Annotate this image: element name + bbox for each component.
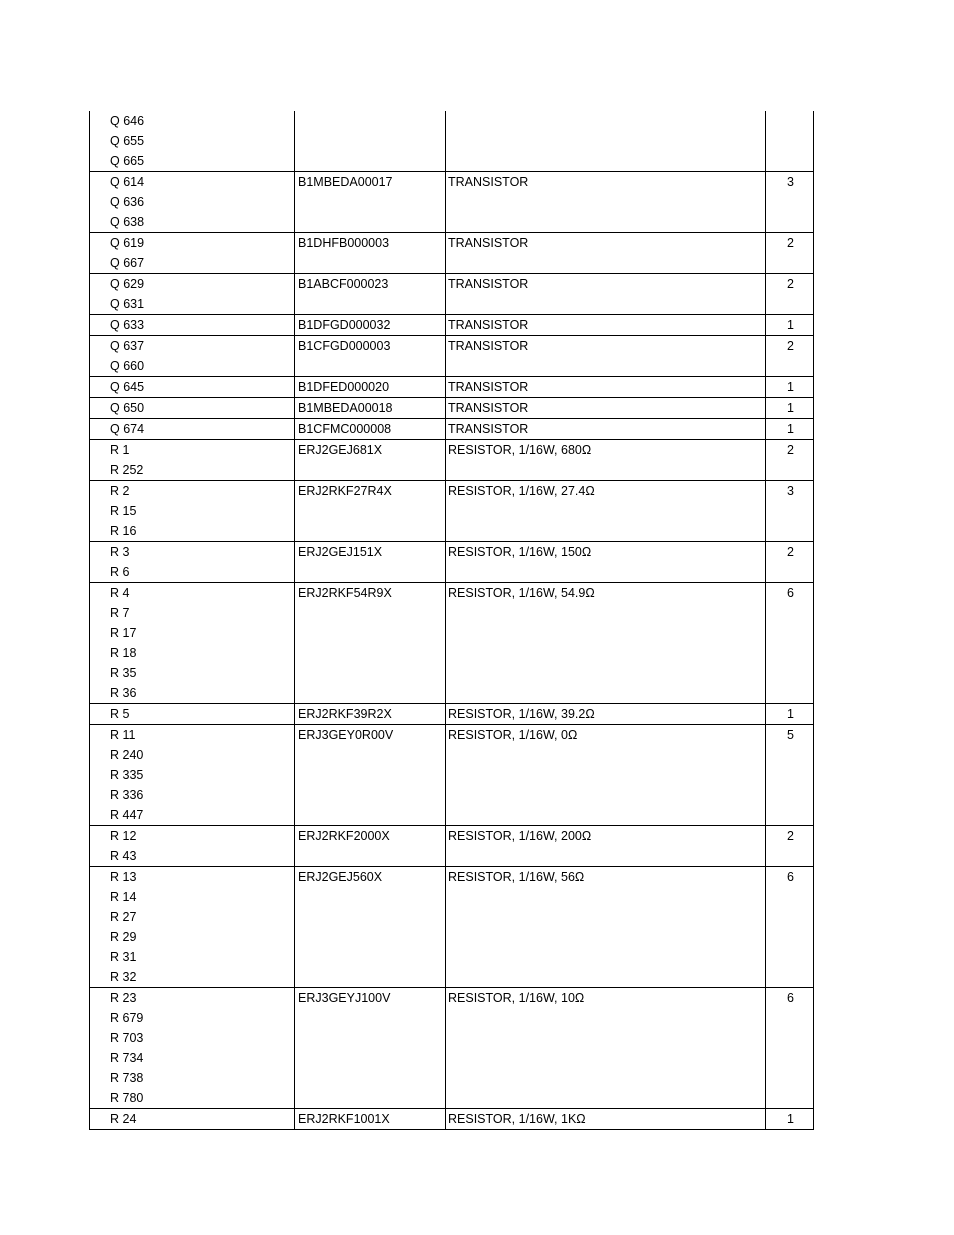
- quantity: 3: [765, 172, 815, 232]
- part-description: RESISTOR, 1/16W, 680Ω: [445, 440, 765, 480]
- part-description: RESISTOR, 1/16W, 54.9Ω: [445, 583, 765, 703]
- part-description: TRANSISTOR: [445, 233, 765, 273]
- reference-designators: [90, 725, 294, 825]
- ref-designator: Q 655: [110, 134, 145, 148]
- part-number: [294, 111, 445, 171]
- part-description: RESISTOR, 1/16W, 0Ω: [445, 725, 765, 825]
- part-description: TRANSISTOR: [445, 274, 765, 314]
- table-row: [89, 233, 814, 274]
- part-number: ERJ2RKF27R4X: [294, 481, 445, 541]
- quantity: 1: [765, 704, 815, 724]
- ref-designator: Q 636: [110, 195, 145, 209]
- quantity: 6: [765, 867, 815, 987]
- part-description: RESISTOR, 1/16W, 39.2Ω: [445, 704, 765, 724]
- table-row: [89, 419, 814, 440]
- quantity: 1: [765, 419, 815, 439]
- reference-designators: [90, 274, 294, 314]
- reference-designators: [90, 315, 294, 335]
- ref-designator: R 16: [110, 524, 137, 538]
- reference-designators: [90, 826, 294, 866]
- reference-designators: [90, 481, 294, 541]
- reference-designators: [90, 704, 294, 724]
- quantity: 2: [765, 233, 815, 273]
- reference-designators: [90, 583, 294, 703]
- part-number: B1CFMC000008: [294, 419, 445, 439]
- table-row: [89, 1109, 814, 1130]
- quantity: 1: [765, 1109, 815, 1129]
- part-number: ERJ2RKF54R9X: [294, 583, 445, 703]
- quantity: 5: [765, 725, 815, 825]
- quantity: [765, 111, 815, 171]
- parts-list-table: [89, 111, 814, 1130]
- ref-designator: R 1: [110, 443, 130, 457]
- ref-designator: Q 619: [110, 236, 145, 250]
- part-description: RESISTOR, 1/16W, 27.4Ω: [445, 481, 765, 541]
- quantity: 1: [765, 377, 815, 397]
- part-number: ERJ2GEJ560X: [294, 867, 445, 987]
- reference-designators: [90, 111, 294, 171]
- ref-designator: R 17: [110, 626, 137, 640]
- ref-designator: Q 645: [110, 380, 145, 394]
- ref-designator: R 734: [110, 1051, 144, 1065]
- ref-designator: R 3: [110, 545, 130, 559]
- part-description: RESISTOR, 1/16W, 200Ω: [445, 826, 765, 866]
- quantity: 2: [765, 826, 815, 866]
- reference-designators: [90, 440, 294, 480]
- part-number: ERJ2RKF1001X: [294, 1109, 445, 1129]
- ref-designator: R 27: [110, 910, 137, 924]
- ref-designator: R 780: [110, 1091, 144, 1105]
- quantity: 6: [765, 988, 815, 1108]
- ref-designator: R 15: [110, 504, 137, 518]
- part-description: TRANSISTOR: [445, 172, 765, 232]
- ref-designator: R 7: [110, 606, 130, 620]
- part-description: RESISTOR, 1/16W, 150Ω: [445, 542, 765, 582]
- quantity: 2: [765, 274, 815, 314]
- ref-designator: R 35: [110, 666, 137, 680]
- table-row: [89, 172, 814, 233]
- ref-designator: R 29: [110, 930, 137, 944]
- ref-designator: R 703: [110, 1031, 144, 1045]
- ref-designator: Q 638: [110, 215, 145, 229]
- reference-designators: [90, 988, 294, 1108]
- table-row: [89, 111, 814, 172]
- ref-designator: Q 646: [110, 114, 145, 128]
- reference-designators: [90, 377, 294, 397]
- part-number: ERJ2GEJ681X: [294, 440, 445, 480]
- ref-designator: Q 650: [110, 401, 145, 415]
- ref-designator: Q 660: [110, 359, 145, 373]
- ref-designator: R 32: [110, 970, 137, 984]
- ref-designator: Q 674: [110, 422, 145, 436]
- part-description: [445, 111, 765, 171]
- part-number: ERJ2GEJ151X: [294, 542, 445, 582]
- ref-designator: R 18: [110, 646, 137, 660]
- ref-designator: R 336: [110, 788, 144, 802]
- part-description: RESISTOR, 1/16W, 1KΩ: [445, 1109, 765, 1129]
- part-description: RESISTOR, 1/16W, 10Ω: [445, 988, 765, 1108]
- part-description: TRANSISTOR: [445, 336, 765, 376]
- quantity: 3: [765, 481, 815, 541]
- ref-designator: R 240: [110, 748, 144, 762]
- part-number: ERJ3GEY0R00V: [294, 725, 445, 825]
- reference-designators: [90, 419, 294, 439]
- ref-designator: Q 665: [110, 154, 145, 168]
- table-row: [89, 274, 814, 315]
- quantity: 2: [765, 542, 815, 582]
- ref-designator: R 738: [110, 1071, 144, 1085]
- ref-designator: Q 633: [110, 318, 145, 332]
- quantity: 1: [765, 315, 815, 335]
- part-description: TRANSISTOR: [445, 377, 765, 397]
- reference-designators: [90, 336, 294, 376]
- ref-designator: R 4: [110, 586, 130, 600]
- part-number: B1CFGD000003: [294, 336, 445, 376]
- table-row: [89, 867, 814, 988]
- ref-designator: R 335: [110, 768, 144, 782]
- table-row: [89, 725, 814, 826]
- ref-designator: R 13: [110, 870, 137, 884]
- ref-designator: R 2: [110, 484, 130, 498]
- reference-designators: [90, 233, 294, 273]
- ref-designator: R 5: [110, 707, 130, 721]
- table-row: [89, 377, 814, 398]
- ref-designator: R 679: [110, 1011, 144, 1025]
- part-number: B1DFGD000032: [294, 315, 445, 335]
- part-number: ERJ2RKF39R2X: [294, 704, 445, 724]
- quantity: 1: [765, 398, 815, 418]
- ref-designator: Q 629: [110, 277, 145, 291]
- ref-designator: R 14: [110, 890, 137, 904]
- ref-designator: Q 637: [110, 339, 145, 353]
- part-number: B1MBEDA00017: [294, 172, 445, 232]
- table-row: [89, 440, 814, 481]
- table-row: [89, 336, 814, 377]
- reference-designators: [90, 398, 294, 418]
- table-row: [89, 398, 814, 419]
- ref-designator: R 23: [110, 991, 137, 1005]
- ref-designator: R 43: [110, 849, 137, 863]
- quantity: 2: [765, 440, 815, 480]
- table-row: [89, 481, 814, 542]
- ref-designator: R 447: [110, 808, 144, 822]
- part-number: B1DFED000020: [294, 377, 445, 397]
- reference-designators: [90, 542, 294, 582]
- part-number: B1DHFB000003: [294, 233, 445, 273]
- part-number: ERJ2RKF2000X: [294, 826, 445, 866]
- ref-designator: Q 631: [110, 297, 145, 311]
- part-description: TRANSISTOR: [445, 419, 765, 439]
- reference-designators: [90, 867, 294, 987]
- quantity: 2: [765, 336, 815, 376]
- quantity: 6: [765, 583, 815, 703]
- ref-designator: R 11: [110, 728, 136, 742]
- table-row: [89, 583, 814, 704]
- part-number: ERJ3GEYJ100V: [294, 988, 445, 1108]
- ref-designator: R 12: [110, 829, 137, 843]
- part-number: B1MBEDA00018: [294, 398, 445, 418]
- table-row: [89, 704, 814, 725]
- part-description: RESISTOR, 1/16W, 56Ω: [445, 867, 765, 987]
- ref-designator: R 36: [110, 686, 137, 700]
- reference-designators: [90, 1109, 294, 1129]
- ref-designator: R 31: [110, 950, 137, 964]
- ref-designator: Q 667: [110, 256, 145, 270]
- ref-designator: R 252: [110, 463, 144, 477]
- ref-designator: R 24: [110, 1112, 137, 1126]
- table-row: [89, 542, 814, 583]
- part-number: B1ABCF000023: [294, 274, 445, 314]
- part-description: TRANSISTOR: [445, 315, 765, 335]
- ref-designator: R 6: [110, 565, 130, 579]
- table-row: [89, 315, 814, 336]
- table-row: [89, 826, 814, 867]
- table-row: [89, 988, 814, 1109]
- part-description: TRANSISTOR: [445, 398, 765, 418]
- reference-designators: [90, 172, 294, 232]
- ref-designator: Q 614: [110, 175, 145, 189]
